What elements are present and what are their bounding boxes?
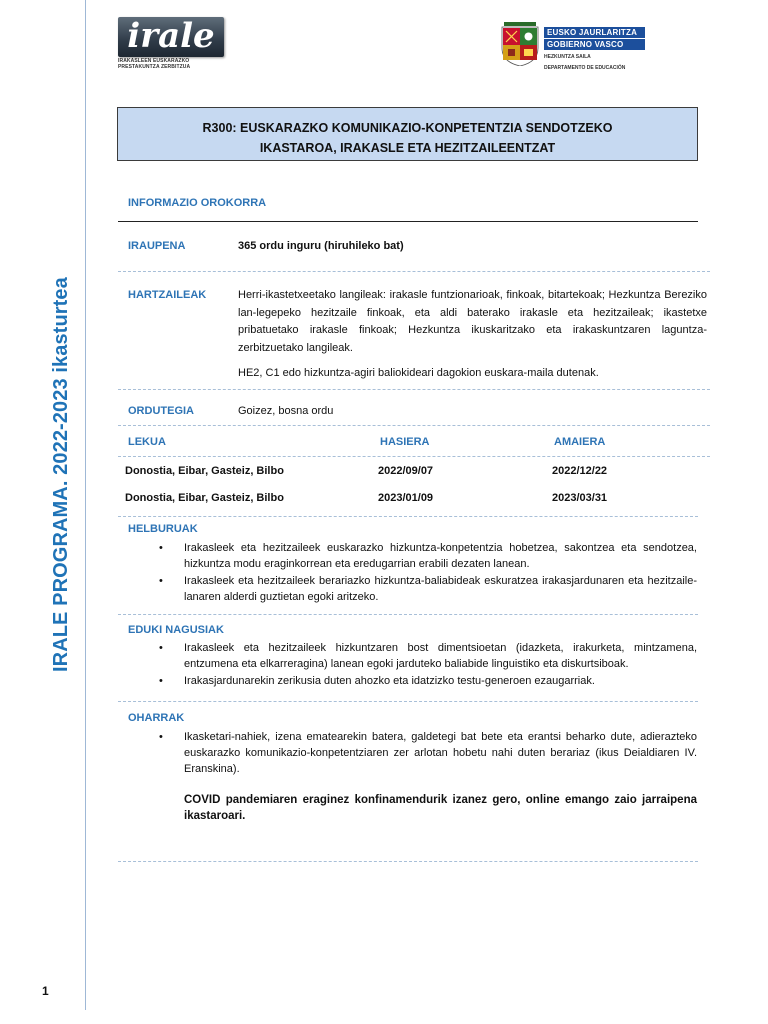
section-heading-objectives: HELBURUAK [128, 523, 198, 535]
audience-requirement: HE2, C1 edo hizkuntza-agiri baliokideari dagokion euskara-maila dutenak. [238, 367, 599, 379]
table-cell-end: 2022/12/22 [552, 465, 608, 477]
course-title-box [117, 107, 698, 161]
bullet-icon: • [159, 542, 163, 554]
gov-name-basque: EUSKO JAURLARITZA [547, 28, 638, 37]
audience-description: Herri-ikastetxeetako langileak: irakasle funtzionarioak, finkoak, bitartekoak; Hezkuntza Bereziko lan-legepeko hezitzaile finkoak, eta aldi baterako irakasle eta hezitzaileak; ikastetxe pribatuetako irakasle finkoak; Hezkuntza ikuskaritzako eta irakaskuntzaren laguntza-zerbitzuetako langileak. [238, 289, 707, 354]
irale-wordmark: irale [127, 16, 215, 56]
list-item-text: Irakasleek eta hezitzaileek euskarazko hizkuntza-konpetentzia hobetzea, sakontzea eta sendotzea, hizkuntza modu eraginkorrean eta eredugarrian erabili dezaten lanean. [184, 542, 697, 570]
section-divider [118, 516, 698, 517]
row-divider [118, 389, 710, 390]
row-divider [118, 425, 710, 426]
table-cell-location: Donostia, Eibar, Gasteiz, Bilbo [125, 465, 284, 477]
section-heading-main-contents: EDUKI NAGUSIAK [128, 624, 224, 636]
list-item [157, 729, 697, 777]
list-item [157, 640, 697, 672]
basque-government-logo [500, 20, 650, 80]
duration-label: IRAUPENA [128, 240, 186, 252]
section-divider [118, 701, 698, 702]
table-divider [118, 456, 710, 457]
gov-department-spanish: DEPARTAMENTO DE EDUCACIÓN [544, 65, 626, 71]
list-item-text: Ikasketari-nahiek, izena ematearekin batera, galdetegi bat bete eta erantsi beharko dute, adierazteko euskarazko komunikazio-konpetentziaren zer arlotan hobetu nahi duten berariaz (ikus Deialdiaren IV. Eranskina). [184, 731, 697, 775]
table-cell-start: 2023/01/09 [378, 492, 434, 504]
contents-list [157, 640, 697, 690]
list-item [157, 573, 697, 605]
course-title-line-1: R300: EUSKARAZKO KOMUNIKAZIO-KONPETENTZIA SENDOTZEKO [202, 121, 613, 135]
notes-list [157, 729, 697, 778]
section-divider [118, 614, 698, 615]
table-header-location: LEKUA [128, 436, 166, 448]
table-cell-start: 2022/09/07 [378, 465, 434, 477]
gov-name-spanish: GOBIERNO VASCO [547, 40, 624, 49]
page-number: 1 [42, 984, 49, 998]
irale-logo [118, 17, 230, 71]
section-divider [118, 221, 698, 222]
section-divider [118, 861, 698, 862]
section-heading-notes: OHARRAK [128, 712, 185, 724]
row-divider [118, 271, 710, 272]
margin-rule [85, 0, 86, 1010]
table-cell-end: 2023/03/31 [552, 492, 608, 504]
duration-value: 365 ordu inguru (hiruhileko bat) [238, 240, 404, 252]
covid-note: COVID pandemiaren eraginez konfinamendurik izanez gero, online emango zaio jarraipena ikastaroari. [184, 794, 697, 822]
table-cell-location: Donostia, Eibar, Gasteiz, Bilbo [125, 492, 284, 504]
list-item-text: Irakasleek eta hezitzaileek hizkuntzaren bost dimentsioetan (idazketa, irakurketa, mintzamena, entzumena eta elkarreragina) lanean egoki jarduteko baliabide linguistiko eta diskurtsiboak. [184, 642, 697, 670]
schedule-value: Goizez, bosna ordu [238, 405, 334, 417]
list-item [157, 540, 697, 572]
gov-name-bar-basque [544, 27, 645, 38]
irale-subtitle: IRAKASLEEN EUSKARAZKO PRESTAKUNTZA ZERBITZUA [118, 58, 191, 70]
bullet-icon: • [159, 731, 163, 743]
bullet-icon: • [159, 642, 163, 654]
list-item-text: Irakasleek eta hezitzaileek berariazko hizkuntza-baliabideak eskuratzea irakasjardunaren eta hezitzaile-lanaren alderdi guztietan egoki aritzeko. [184, 575, 697, 603]
objectives-list [157, 540, 697, 606]
schedule-label: ORDUTEGIA [128, 405, 194, 417]
section-heading-general-info: INFORMAZIO OROKORRA [128, 197, 267, 209]
table-header-end: AMAIERA [554, 436, 606, 448]
list-item-text: Irakasjardunarekin zerikusia duten ahozko eta idatzizko testu-generoen ezaugarriak. [184, 675, 595, 687]
audience-label: HARTZAILEAK [128, 289, 207, 301]
gov-name-bar-spanish [544, 39, 645, 50]
list-item [157, 673, 697, 689]
bullet-icon: • [159, 575, 163, 587]
course-title-line-2: IKASTAROA, IRAKASLE ETA HEZITZAILEENTZAT [259, 141, 556, 155]
coat-of-arms-icon [500, 22, 540, 66]
table-header-start: HASIERA [380, 436, 430, 448]
side-title: IRALE PROGRAMA. 2022-2023 ikasturtea [50, 277, 72, 672]
bullet-icon: • [159, 675, 163, 687]
gov-department-basque: HEZKUNTZA SAILA [544, 54, 591, 60]
